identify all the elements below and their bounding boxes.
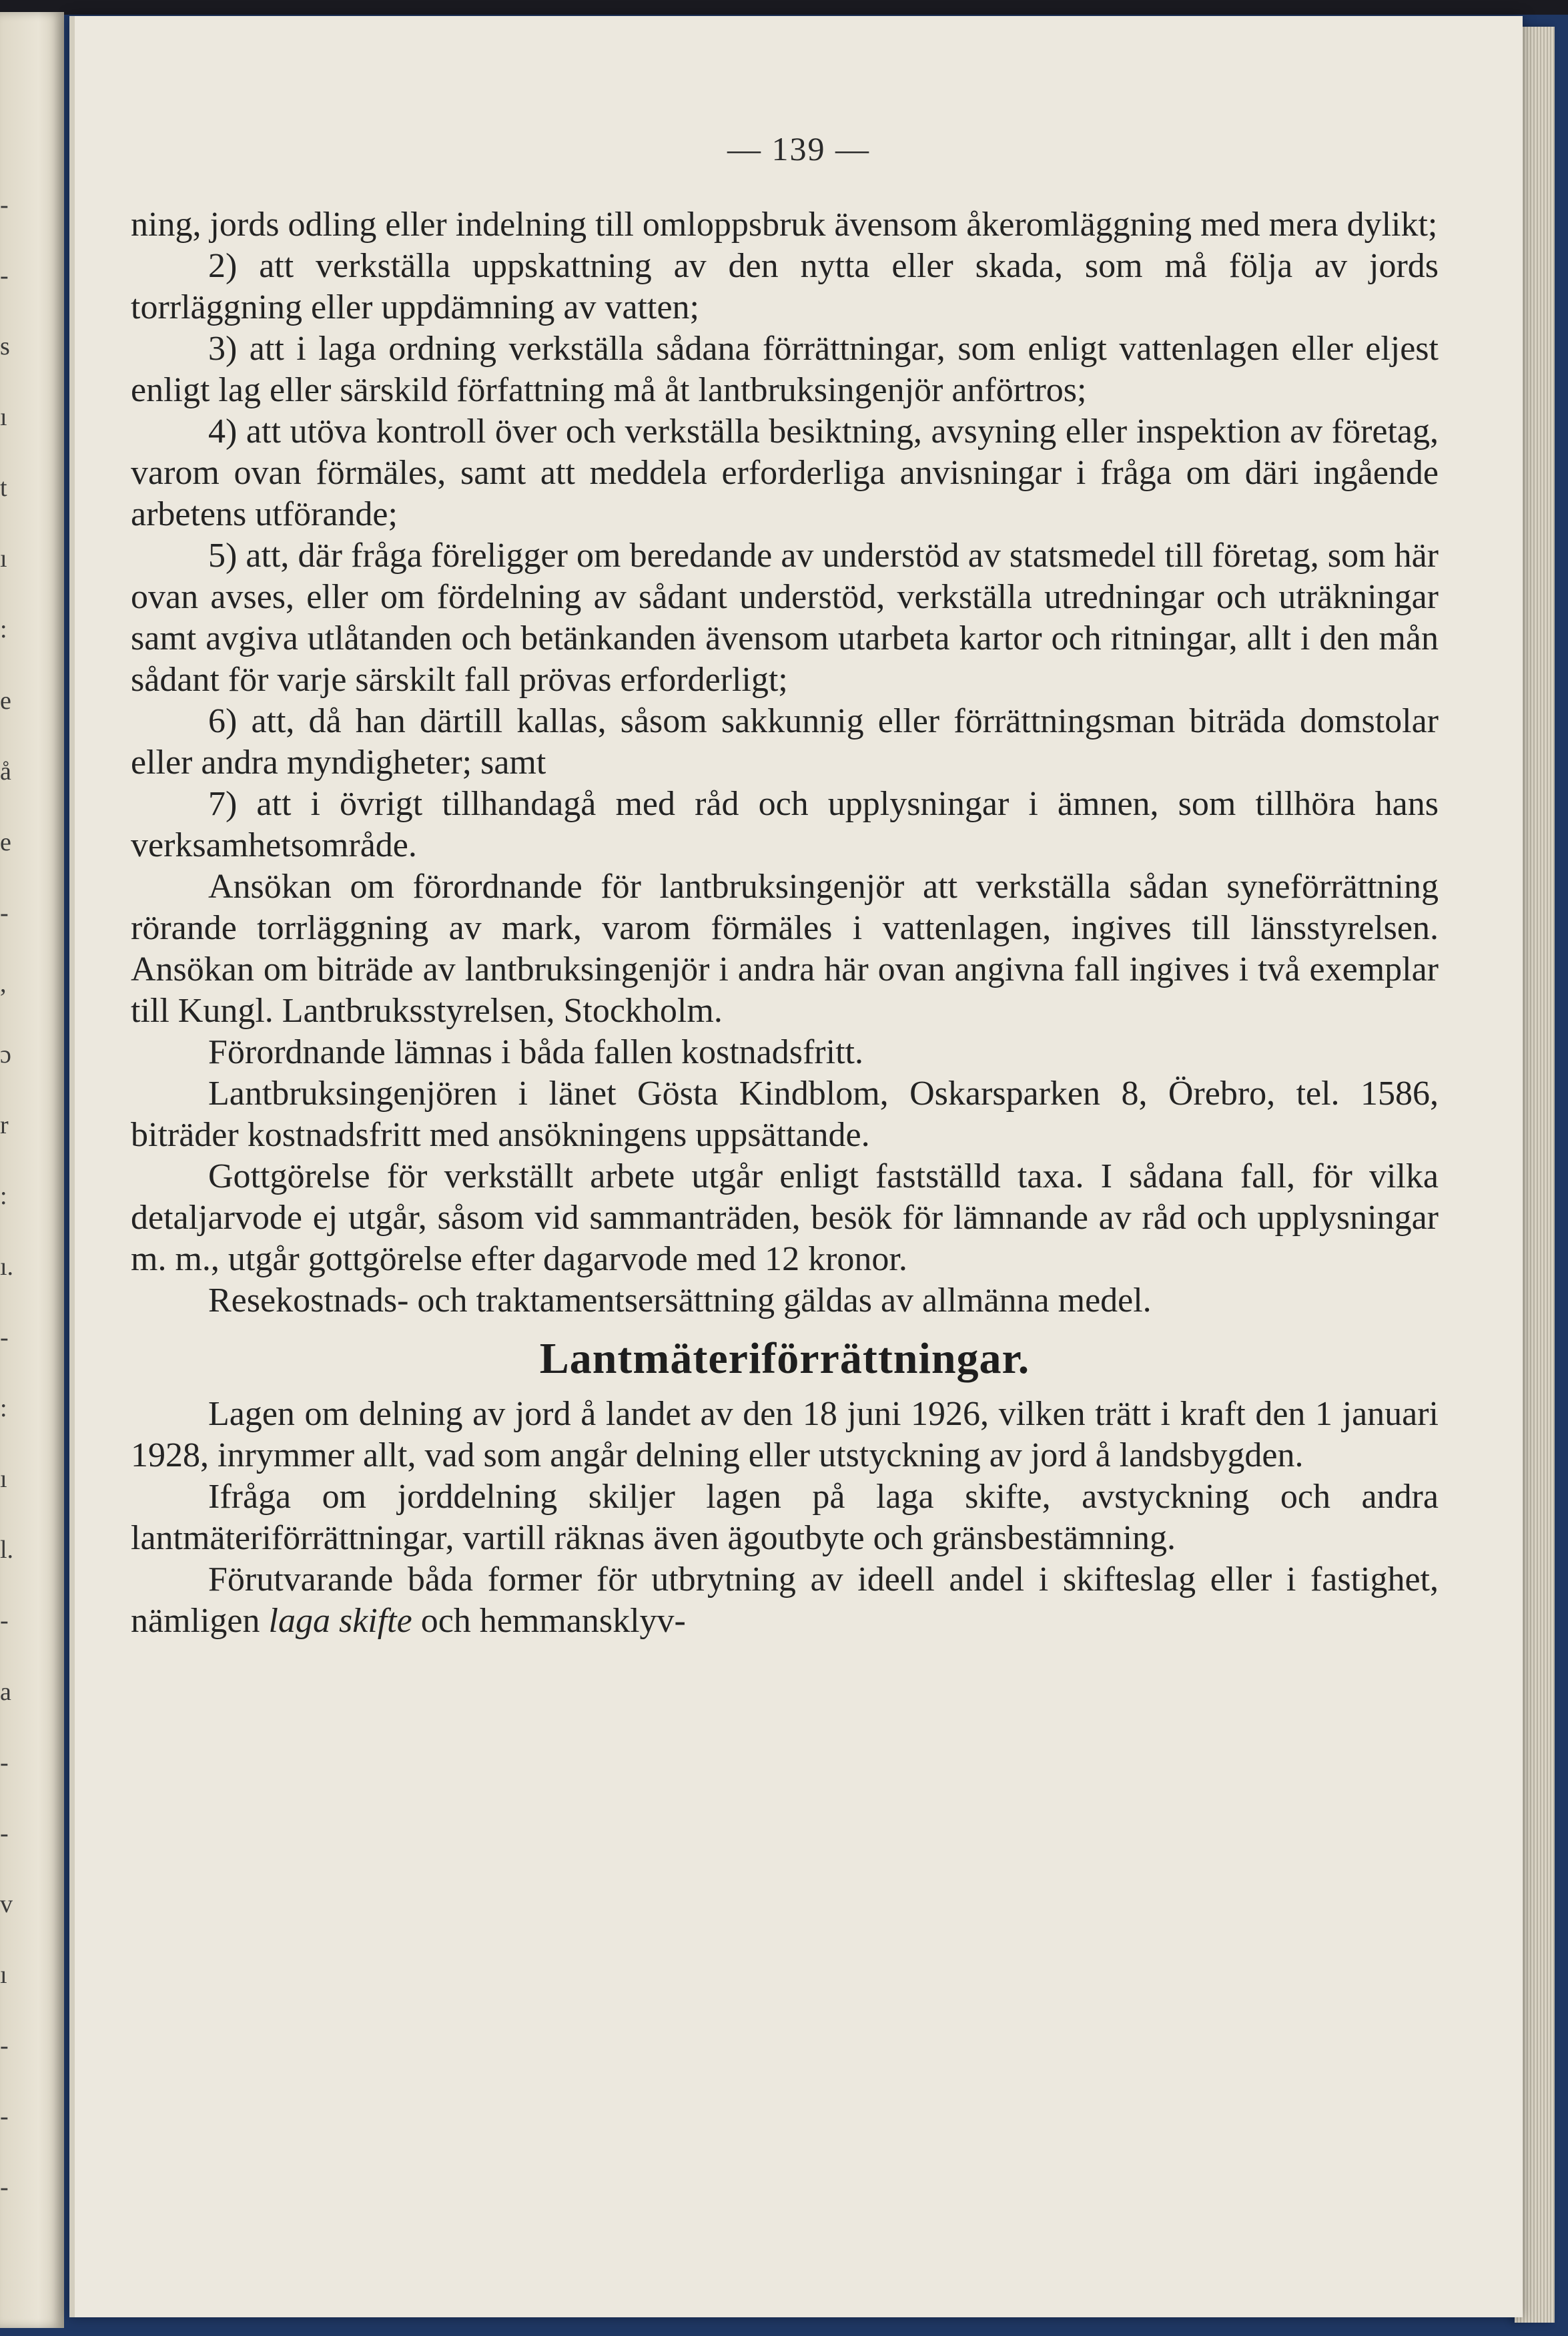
last-paragraph-italic: laga skifte [268, 1602, 412, 1640]
page-body [131, 204, 1439, 1642]
top-paragraphs [131, 204, 1439, 1322]
paragraph: ning, jords odling eller indelning till omloppsbruk ävensom åkeromläggning med mera dylikt; [131, 206, 1438, 244]
margin-mark: : [0, 615, 7, 643]
page-number: — 139 — [727, 130, 870, 168]
margin-mark: , [0, 970, 7, 998]
binding-edge [0, 0, 1568, 15]
margin-mark: a [0, 1678, 11, 1706]
margin-mark: r [0, 1111, 9, 1139]
paragraph: 5) att, där fråga föreligger om beredande av understöd av statsmedel till företag, som här ovan avses, eller om fördelning av sådant understöd, verkställa utredningar och uträkningar samt avgiva utlåtanden och betänkanden ävensom utarbeta kartor och ritningar, allt i den mån sådant för varje särskilt fall prövas erforderligt; [131, 537, 1439, 699]
previous-page-edge [0, 12, 64, 2328]
margin-mark: - [0, 899, 9, 927]
paragraph: 4) att utöva kontroll över och verkställa besiktning, avsyning eller inspektion av företag, varom ovan förmäles, samt att meddela erforderliga anvisningar i fråga om däri ingående arbetens utförande; [131, 412, 1439, 533]
margin-mark: - [0, 2032, 9, 2060]
bottom-paragraphs [131, 1394, 1439, 1559]
paragraph: 7) att i övrigt tillhandagå med råd och upplysningar i ämnen, som tillhöra hans verksamhetsområde. [131, 785, 1439, 864]
last-paragraph-before: Förutvarande båda former för utbrytning av ideell andel i skifteslag eller i fastighet, nämligen [131, 1560, 1439, 1640]
margin-mark: l. [0, 1536, 14, 1564]
margin-mark: - [0, 191, 9, 219]
paragraph: 6) att, då han därtill kallas, såsom sakkunnig eller förrättningsman biträda domstolar eller andra myndigheter; samt [131, 702, 1439, 782]
margin-mark: - [0, 262, 9, 290]
section-heading: Lantmäteriförrättningar. [539, 1334, 1030, 1383]
margin-mark: ı [0, 1961, 7, 1989]
paragraph: Gottgörelse för verkställt arbete utgår enligt fastställd taxa. I sådana fall, för vilka detaljarvode ej utgår, såsom vid sammanträden, besök för lämnande av råd och upplysningar m. m., utgår gottgörelse efter dagarvode med 12 kronor. [131, 1157, 1439, 1278]
margin-mark: t [0, 474, 7, 502]
paragraph: 2) att verkställa uppskattning av den nytta eller skada, som må följa av jords torrläggning eller uppdämning av vatten; [131, 247, 1439, 326]
margin-mark: ı [0, 403, 7, 431]
margin-mark: - [0, 1607, 9, 1635]
margin-mark: - [0, 1324, 9, 1352]
margin-mark: - [0, 2102, 9, 2130]
book-page [69, 16, 1523, 2317]
margin-mark: e [0, 687, 11, 715]
margin-mark: ɔ [0, 1041, 11, 1069]
margin-mark: å [0, 758, 11, 786]
paragraph: Ansökan om förordnande för lantbruksingenjör att verkställa sådan syneförrättning rörande torrläggning av mark, varom förmäles i vattenlagen, ingives till länsstyrelsen. Ansökan om biträde av lantbruksingenjör i andra här ovan angivna fall ingives i två exemplar till Kungl. Lantbruksstyrelsen, Stockholm. [131, 868, 1439, 1030]
margin-mark: v [0, 1890, 13, 1918]
margin-mark: : [0, 1394, 7, 1422]
last-paragraph [131, 1559, 1439, 1642]
paragraph: 3) att i laga ordning verkställa sådana förrättningar, som enligt vattenlagen eller eljest enligt lag eller särskild författning må åt lantbruksingenjör anförtros; [131, 330, 1439, 409]
margin-mark: ı [0, 545, 7, 573]
paragraph: Ifråga om jorddelning skiljer lagen på laga skifte, avstyckning och andra lantmäteriförrättningar, vartill räknas även ägoutbyte och gränsbestämning. [131, 1478, 1439, 1557]
margin-mark: e [0, 828, 11, 856]
margin-mark: ı. [0, 1253, 14, 1281]
margin-mark: : [0, 1182, 7, 1210]
paragraph: Lantbruksingenjören i länet Gösta Kindblom, Oskarsparken 8, Örebro, tel. 1586, biträder kostnadsfritt med ansökningens uppsättande. [131, 1075, 1439, 1154]
paragraph: Förordnande lämnas i båda fallen kostnadsfritt. [208, 1033, 863, 1071]
margin-mark: - [0, 2173, 9, 2201]
margin-mark: ı [0, 1465, 7, 1493]
paragraph: Resekostnads- och traktamentsersättning gäldas av allmänna medel. [208, 1281, 1152, 1320]
last-paragraph-after: och hemmansklyv- [412, 1602, 686, 1640]
margin-mark: - [0, 1749, 9, 1777]
paragraph: Lagen om delning av jord å landet av den 18 juni 1926, vilken trätt i kraft den 1 januari 1928, inrymmer allt, vad som angår delning eller utstyckning av jord å landsbygden. [131, 1395, 1439, 1474]
margin-mark: s [0, 332, 10, 360]
margin-mark: - [0, 1819, 9, 1847]
